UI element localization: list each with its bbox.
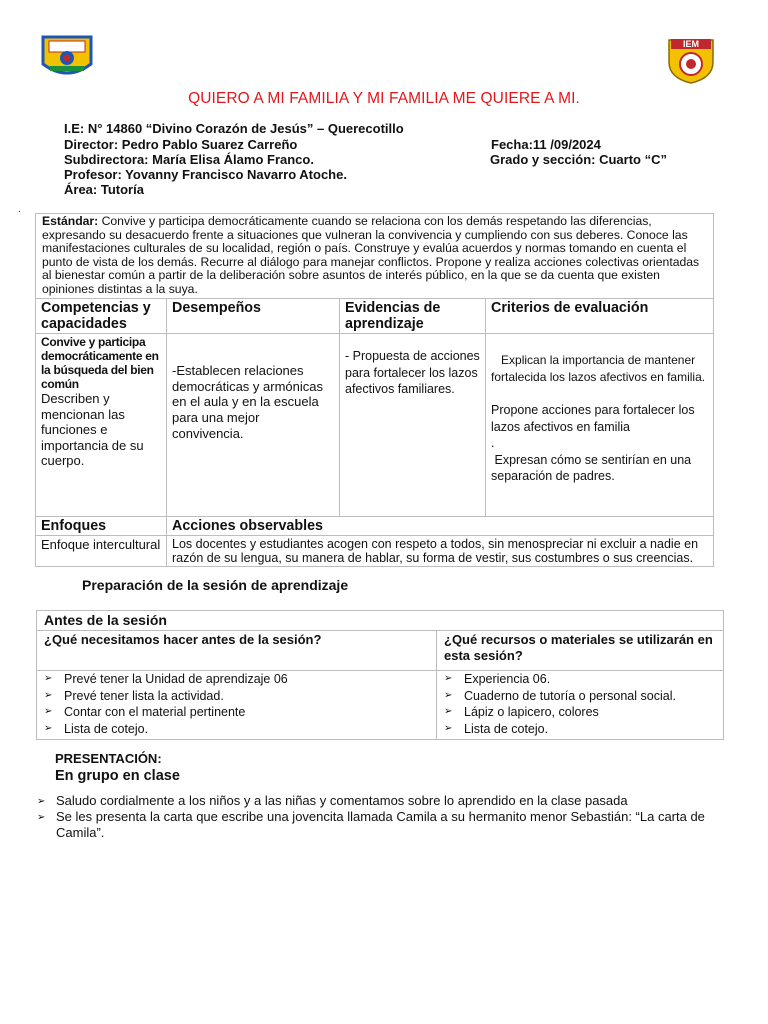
iem-logo-text: IEM — [682, 39, 700, 49]
criterio-1: Explican la importancia de mantener fortalecida los lazos afectivos en familia. — [491, 353, 706, 384]
iem-shield-logo — [665, 36, 717, 84]
list-item: ➢ Lápiz o lapicero, colores — [444, 704, 716, 721]
competencia-text: Describen y mencionan las funciones e importancia de su cuerpo. — [41, 391, 144, 468]
list-item: ➢ Experiencia 06. — [444, 671, 716, 688]
recursos-list-cell — [437, 671, 724, 740]
list-item: ➢ Saludo cordialmente a los niños y a las niñas y comentamos sobre lo aprendido en la clase pasada — [37, 793, 717, 809]
info-fecha: Fecha:11 /09/2024 — [491, 137, 601, 152]
presentacion-subtitle: En grupo en clase — [55, 768, 180, 784]
criterios-cell — [486, 334, 714, 517]
antes-list-cell — [37, 671, 437, 740]
info-ie: I.E: N° 14860 “Divino Corazón de Jesús” – Querecotillo — [64, 121, 404, 136]
header-acciones: Acciones observables — [167, 517, 714, 536]
planning-table — [35, 213, 714, 567]
preparacion-title: Preparación de la sesión de aprendizaje — [82, 577, 349, 593]
question-antes: ¿Qué necesitamos hacer antes de la sesión? — [37, 631, 437, 671]
competencia-cell — [36, 334, 167, 517]
info-area: Área: Tutoría — [64, 182, 144, 197]
enfoque-cell: Enfoque intercultural — [36, 536, 167, 567]
criterio-3: . — [491, 436, 495, 450]
list-item: ➢ Lista de cotejo. — [44, 721, 429, 738]
list-item: ➢ Se les presenta la carta que escribe una jovencita llamada Camila a su hermanito menor Sebastián: “La carta de Camila”. — [37, 809, 717, 841]
list-item: ➢ Cuaderno de tutoría o personal social. — [444, 688, 716, 705]
competencia-bold: Convive y participa democráticamente en la búsqueda del bien común — [41, 335, 159, 391]
header-desempenos: Desempeños — [167, 299, 340, 334]
page-title: QUIERO A MI FAMILIA Y MI FAMILIA ME QUIERE A MI. — [188, 90, 580, 107]
recursos-list — [444, 671, 716, 737]
question-recursos: ¿Qué recursos o materiales se utilizarán en esta sesión? — [437, 631, 724, 671]
school-crest-logo — [40, 34, 94, 80]
acciones-cell: Los docentes y estudiantes acogen con respeto a todos, sin menospreciar ni excluir a nadie en razón de su lengua, su manera de hablar, su forma de vestir, sus costumbres o sus creencias. — [167, 536, 714, 567]
header-evidencias: Evidencias de aprendizaje — [340, 299, 486, 334]
presentacion-list — [37, 793, 717, 841]
list-item: ➢ Prevé tener lista la actividad. — [44, 688, 429, 705]
antes-heading: Antes de la sesión — [37, 611, 724, 631]
info-director: Director: Pedro Pablo Suarez Carreño — [64, 137, 298, 152]
estandar-label: Estándar: — [42, 214, 99, 228]
antes-list — [44, 671, 429, 737]
evidencia-cell: - Propuesta de acciones para fortalecer los lazos afectivos familiares. — [340, 334, 486, 517]
estandar-text: Convive y participa democráticamente cuando se relaciona con los demás respetando las diferencias, expresando su desacuerdo frente a situaciones que vulneran la convivencia y cumpliendo con sus deberes. Conoce las manifestaciones culturales de su localidad, región o país. Construye y evalúa acuerdos y normas tomando en cuenta el punto de vista de los demás. Recurre al diálogo para manejar conflictos. Propone y realiza acciones colectivas orientadas al bienestar común a partir de la deliberación sobre asuntos de interés público, en la que se da cuenta que existen opiniones distintas a la suya. — [42, 214, 700, 296]
antes-sesion-table — [36, 610, 724, 740]
desempeno-cell: -Establecen relaciones democráticas y armónicas en el aula y en la escuela para una mejor convivencia. — [167, 334, 340, 517]
info-grado: Grado y sección: Cuarto “C” — [490, 152, 667, 167]
list-item: ➢ Lista de cotejo. — [444, 721, 716, 738]
info-profesor: Profesor: Yovanny Francisco Navarro Atoche. — [64, 167, 347, 182]
list-item: ➢ Prevé tener la Unidad de aprendizaje 06 — [44, 671, 429, 688]
criterio-4: Expresan cómo se sentirían en una separación de padres. — [491, 452, 695, 483]
estandar-cell — [36, 214, 714, 299]
stray-dot: . — [18, 204, 21, 215]
header-criterios: Criterios de evaluación — [486, 299, 714, 334]
presentacion-title: PRESENTACIÓN: — [55, 751, 162, 766]
list-item: ➢ Contar con el material pertinente — [44, 704, 429, 721]
info-subdirectora: Subdirectora: María Elisa Álamo Franco. — [64, 152, 314, 167]
criterio-2: Propone acciones para fortalecer los lazos afectivos en familia — [491, 403, 695, 434]
header-competencias: Competencias y capacidades — [36, 299, 167, 334]
header-enfoques: Enfoques — [36, 517, 167, 536]
